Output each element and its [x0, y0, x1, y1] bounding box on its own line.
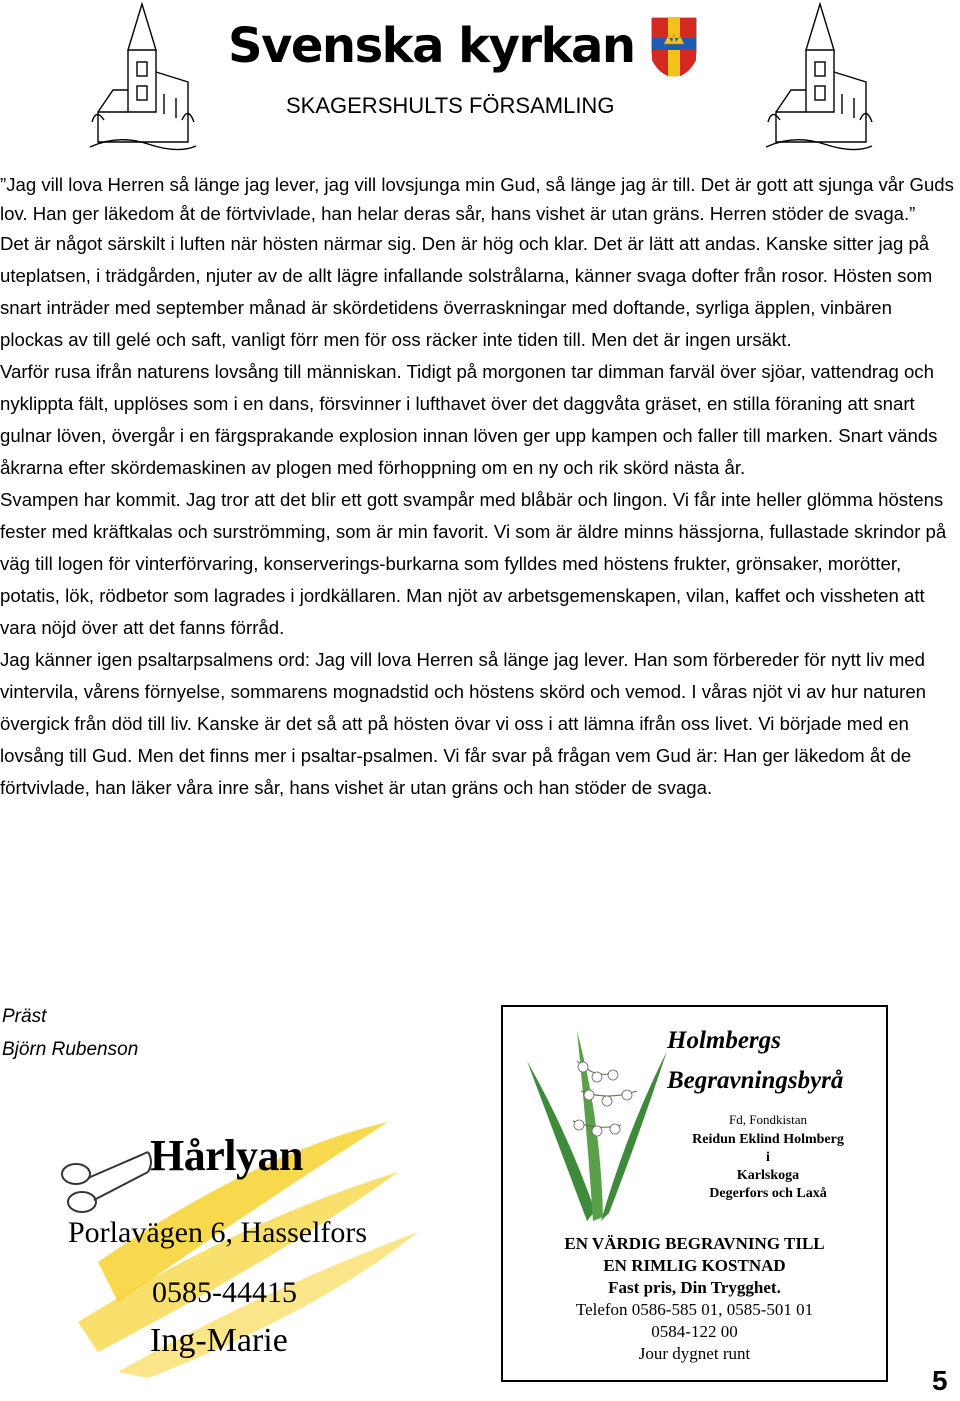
article-quote: ”Jag vill lova Herren så länge jag lever, jag vill lovsjunga min Gud, så länge jag är till. Det är gott att sjunga vår Guds lov. Han ger läkedom åt de förtvivlade, han helar deras sår, hans vishet är utan gräns. Herren stöder de svaga.”	[0, 174, 954, 224]
holmbergs-town-karlskoga: Karlskoga	[736, 1168, 800, 1183]
holmbergs-phone-1: Telefon 0586-585 01, 0585-501 01	[575, 1300, 814, 1319]
holmbergs-owner: Reidun Eklind Holmberg	[692, 1132, 844, 1147]
article-paragraph: Det är något särskilt i luften när hösten närmar sig. Den är hög och klar. Det är lätt att andas. Kanske sitter jag på uteplatsen, i trädgården, njuter av de allt lägre infallande solstrålarna, känner svaga dofter från rosor. Hösten som snart inträder med september månad är skördetidens överraskningar med doftande, syrliga äpplen, vinbären plockas av till gelé och saft, vanligt förr men för oss räcker inte tiden till. Men det är ingen ursäkt.	[0, 233, 933, 350]
holmbergs-former-name: Fd, Fondkistan	[728, 1112, 807, 1127]
article-paragraph: Svampen har kommit. Jag tror att det blir ett gott svampår med blåbär och lingon. Vi får inte heller glömma höstens fester med kräftkalas och surströmming, som är min favorit. Vi som är äldre minns hässjorna, fullastade skrindor på väg till logen för vinterförvaring, konserverings-burkarna som fylldes med höstens frukter, grönsaker, morötter, potatis, lök, rödbetor som lagrades i jordkällaren. Man njöt av arbetsgemenskapen, vilan, kaffet och vissheten att vara nöjd över att det fanns förråd.	[0, 489, 947, 638]
holmbergs-title: Holmbergs	[667, 1027, 781, 1054]
holmbergs-slogan-3: Fast pris, Din Trygghet.	[608, 1278, 781, 1297]
ad-harlyan	[58, 1112, 424, 1378]
harlyan-address: Porlavägen 6, Hasselfors	[68, 1216, 368, 1249]
harlyan-owner: Ing-Marie	[150, 1322, 288, 1359]
holmbergs-phone-2: 0584-122 00	[651, 1322, 738, 1341]
ad-holmbergs	[501, 1005, 888, 1382]
lily-of-the-valley-illustration	[517, 1021, 675, 1221]
church-drawing-left	[88, 2, 198, 152]
holmbergs-on-call: Jour dygnet runt	[638, 1344, 751, 1363]
church-drawing-right	[764, 2, 874, 152]
harlyan-name: Hårlyan	[150, 1131, 303, 1180]
holmbergs-subtitle: Begravningsbyrå	[667, 1067, 844, 1094]
signature-name: Björn Rubenson	[2, 1039, 139, 1060]
article-paragraph: Jag känner igen psaltarpsalmens ord: Jag vill lova Herren så länge jag lever. Han som förbereder för nytt liv med vintervila, vårens förnyelse, sommarens mognadstid och höstens skörd och vemod. I våras njöt vi av hur naturen övergick från död till liv. Kanske är det så att på hösten övar vi oss i att lämna ifrån oss livet. Vi började med en lovsång till Gud. Men det finns mer i psaltar-psalmen. Vi får svar på frågan vem Gud är: Han ger läkedom åt de förtvivlade, han läker våra inre sår, hans vishet är utan gräns och han stöder de svaga.	[0, 649, 927, 798]
article-body	[0, 170, 958, 804]
signature	[2, 1000, 138, 1066]
parish-name: SKAGERSHULTS FÖRSAMLING	[286, 93, 615, 118]
brand-name: Svenska kyrkan	[228, 18, 635, 74]
signature-title: Präst	[2, 1006, 47, 1027]
church-shield-icon	[650, 16, 698, 78]
holmbergs-slogan-2: EN RIMLIG KOSTNAD	[603, 1256, 786, 1275]
page-number: 5	[932, 1365, 948, 1396]
holmbergs-slogan-1: EN VÄRDIG BEGRAVNING TILL	[564, 1234, 825, 1253]
article-paragraph: Varför rusa ifrån naturens lovsång till människan. Tidigt på morgonen tar dimman farväl över sjöar, vattendrag och nyklippta fält, upplöses som i en dans, försvinner i lufthavet över det daggvåta gräset, en stilla föraning att snart gulnar löven, övergår i en färgsprakande explosion innan löven ger upp kampen och faller till marken. Snart vänds åkrarna efter skördemaskinen av plogen med förhoppning om en ny och rik skörd nästa år.	[0, 361, 938, 478]
harlyan-phone: 0585-44415	[152, 1276, 297, 1309]
holmbergs-i: i	[766, 1150, 770, 1165]
holmbergs-town-degerfors: Degerfors och Laxå	[709, 1186, 827, 1201]
